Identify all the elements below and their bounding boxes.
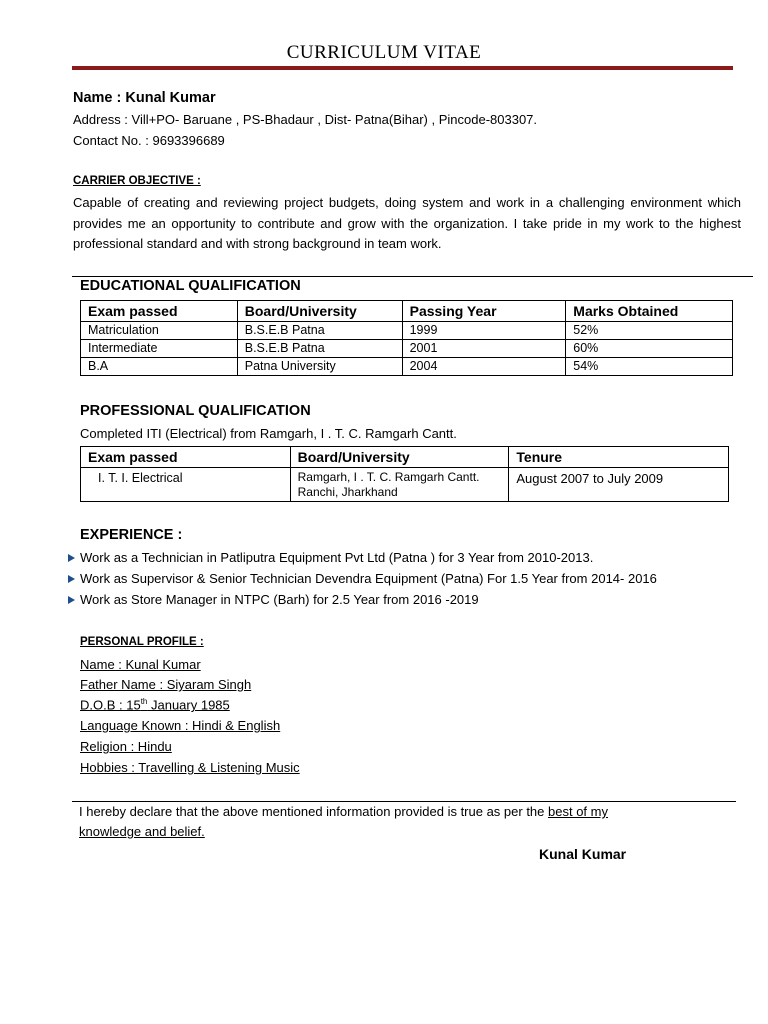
table-row <box>81 358 733 376</box>
arrow-bullet-icon <box>68 596 75 604</box>
personal-hobbies: Hobbies : Travelling & Listening Music <box>80 760 300 775</box>
table-row <box>81 340 733 358</box>
title-rule <box>72 66 733 70</box>
table-cell: 60% <box>566 340 733 358</box>
personal-heading: PERSONAL PROFILE : <box>80 636 204 648</box>
personal-name: Name : Kunal Kumar <box>80 657 201 672</box>
declaration-text: I hereby declare that the above mentioned information provided is true as per the <box>79 804 549 819</box>
arrow-bullet-icon <box>68 554 75 562</box>
declaration-line-1 <box>79 804 608 819</box>
table-cell: 52% <box>566 322 733 340</box>
personal-religion: Religion : Hindu <box>80 739 172 754</box>
contact-line: Contact No. : 9693396689 <box>73 133 225 148</box>
objective-heading: CARRIER OBJECTIVE : <box>73 175 201 187</box>
column-header: Board/University <box>290 447 509 468</box>
professional-table <box>80 446 729 502</box>
table-cell: 1999 <box>402 322 566 340</box>
dob-date: January 1985 <box>147 697 230 713</box>
table-row <box>81 322 733 340</box>
declaration-divider <box>72 801 736 802</box>
board-line: Ramgarh, I . T. C. Ramgarh Cantt. <box>297 470 480 484</box>
dob-prefix: D.O.B : 15 <box>80 697 141 713</box>
address-line: Address : Vill+PO- Baruane , PS-Bhadaur , Dist- Patna(Bihar) , Pincode-803307. <box>73 112 538 127</box>
education-heading: EDUCATIONAL QUALIFICATION <box>80 278 301 294</box>
table-cell: Matriculation <box>81 322 238 340</box>
professional-heading: PROFESSIONAL QUALIFICATION <box>80 403 311 419</box>
document-title: CURRICULUM VITAE <box>286 42 482 63</box>
list-item: Work as Store Manager in NTPC (Barh) for 2.5 Year from 2016 -2019 <box>80 592 479 607</box>
dob-suffix-sup: th <box>140 697 148 706</box>
personal-language: Language Known : Hindi & English <box>80 718 281 733</box>
candidate-name: Name : Kunal Kumar <box>73 90 216 106</box>
list-item: Work as Supervisor & Senior Technician Devendra Equipment (Patna) For 1.5 Year from 2014- 2016 <box>80 571 657 586</box>
professional-summary: Completed ITI (Electrical) from Ramgarh, I . T. C. Ramgarh Cantt. <box>80 426 457 441</box>
column-header: Exam passed <box>81 447 291 468</box>
arrow-bullet-icon <box>68 575 75 583</box>
column-header: Tenure <box>509 447 729 468</box>
table-cell: 2001 <box>402 340 566 358</box>
table-cell: 54% <box>566 358 733 376</box>
list-item: Work as a Technician in Patliputra Equipment Pvt Ltd (Patna ) for 3 Year from 2010-2013. <box>80 550 594 565</box>
column-header: Passing Year <box>402 301 566 322</box>
table-cell: B.S.E.B Patna <box>237 322 402 340</box>
signature-name: Kunal Kumar <box>539 846 627 862</box>
table-cell <box>290 468 509 502</box>
table-cell: B.A <box>81 358 238 376</box>
table-row <box>81 468 729 502</box>
personal-dob <box>80 697 230 712</box>
table-header-row <box>81 301 733 322</box>
table-cell: I. T. I. Electrical <box>81 468 291 502</box>
section-divider <box>72 276 753 277</box>
experience-heading: EXPERIENCE : <box>80 527 183 543</box>
board-line: Ranchi, Jharkhand <box>297 485 398 499</box>
table-header-row <box>81 447 729 468</box>
personal-father: Father Name : Siyaram Singh <box>80 677 252 692</box>
table-cell: 2004 <box>402 358 566 376</box>
column-header: Exam passed <box>81 301 238 322</box>
table-cell: B.S.E.B Patna <box>237 340 402 358</box>
table-cell: Intermediate <box>81 340 238 358</box>
table-cell: Patna University <box>237 358 402 376</box>
objective-text: Capable of creating and reviewing project budgets, doing system and work in a challenging environment which provides me an opportunity to contribute and grow with the organization. I take pride in my work to the highest professional standard and with strong background in team work. <box>73 195 741 251</box>
declaration-line-2: knowledge and belief. <box>79 824 205 839</box>
column-header: Board/University <box>237 301 402 322</box>
declaration-emphasis: best of my <box>548 804 608 819</box>
education-table <box>80 300 733 376</box>
column-header: Marks Obtained <box>566 301 733 322</box>
table-cell: August 2007 to July 2009 <box>509 468 729 502</box>
